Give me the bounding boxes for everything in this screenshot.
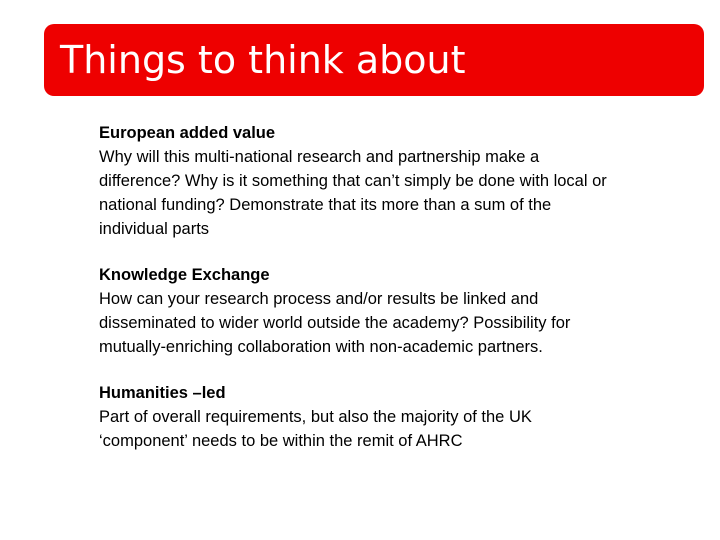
- title-banner: [44, 24, 704, 96]
- section-heading: European added value: [99, 124, 276, 142]
- slide-title: Things to think about: [60, 38, 466, 82]
- section-body: Why will this multi-national research and partnership make a difference? Why is it something that can’t simply be done with local or national funding? Demonstrate that its more than a sum of the individual parts: [99, 148, 607, 238]
- section-body: Part of overall requirements, but also the majority of the UK ‘component’ needs to be within the remit of AHRC: [99, 408, 532, 450]
- section-heading: Knowledge Exchange: [99, 266, 270, 284]
- slide-content: [99, 121, 619, 475]
- section-body: How can your research process and/or results be linked and disseminated to wider world outside the academy? Possibility for mutually-enriching collaboration with non-academic partners.: [99, 290, 571, 356]
- section-heading: Humanities –led: [99, 384, 226, 402]
- section-humanities-led: [99, 381, 619, 453]
- section-european-added-value: [99, 121, 619, 241]
- section-knowledge-exchange: [99, 263, 619, 359]
